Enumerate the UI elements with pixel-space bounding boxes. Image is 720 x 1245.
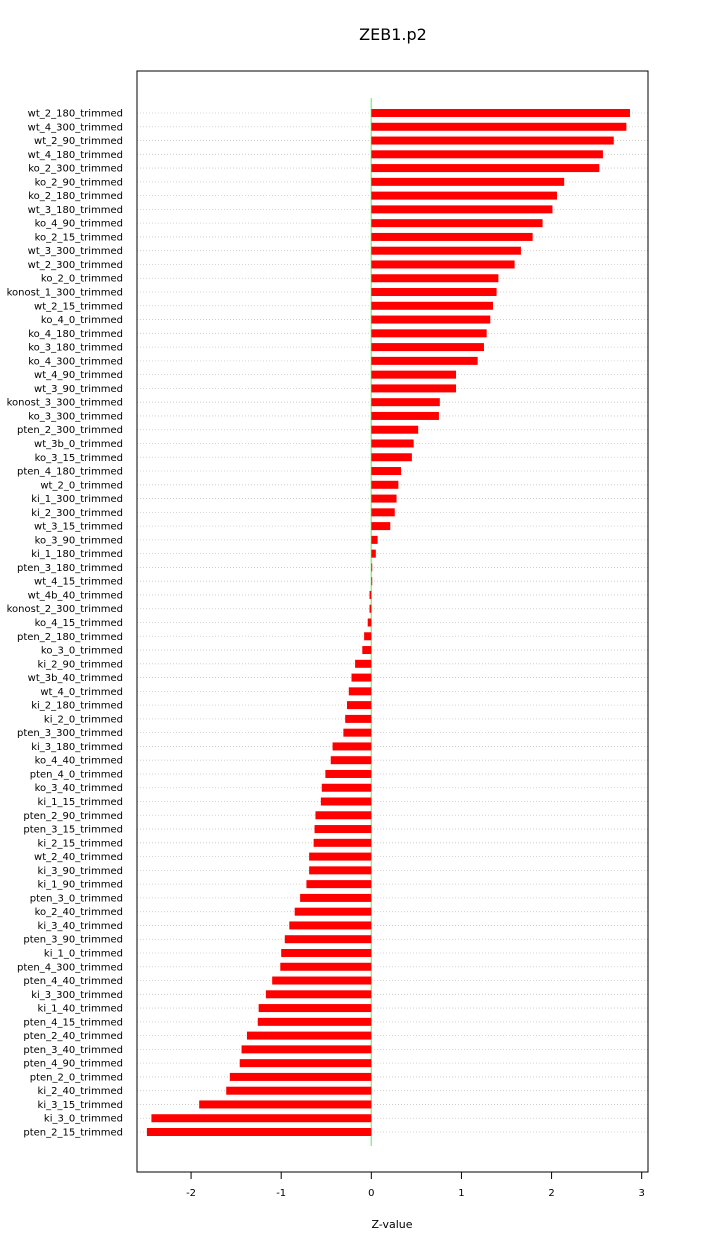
- x-tick-label: -1: [276, 1188, 287, 1199]
- bar: [314, 839, 372, 847]
- x-axis: [186, 1172, 645, 1199]
- category-label: ki_1_40_trimmed: [37, 1003, 123, 1015]
- bar: [258, 1018, 372, 1026]
- category-label: wt_2_40_trimmed: [34, 852, 123, 864]
- category-label: ko_3_0_trimmed: [40, 645, 123, 657]
- bar: [371, 260, 514, 268]
- bar: [371, 274, 498, 282]
- bar: [371, 137, 613, 145]
- bar: [362, 646, 371, 654]
- x-axis-label: Z-value: [371, 1218, 413, 1231]
- category-label: ki_2_15_trimmed: [37, 838, 123, 850]
- bar: [371, 109, 630, 117]
- category-label: ko_3_40_trimmed: [34, 783, 123, 795]
- category-label: ki_2_90_trimmed: [37, 659, 123, 671]
- category-label: pten_2_40_trimmed: [23, 1031, 123, 1043]
- x-tick-label: 1: [458, 1188, 465, 1199]
- category-label: pten_3_15_trimmed: [23, 824, 123, 836]
- category-label: ko_2_40_trimmed: [34, 907, 123, 919]
- category-label: pten_3_90_trimmed: [23, 934, 123, 946]
- bar: [371, 522, 390, 530]
- chart-title: ZEB1.p2: [359, 25, 427, 44]
- category-label: wt_4_15_trimmed: [34, 576, 123, 588]
- bar: [325, 770, 371, 778]
- bar: [331, 756, 372, 764]
- category-label: ki_1_180_trimmed: [31, 549, 123, 561]
- bar: [266, 990, 371, 998]
- category-label: ko_4_90_trimmed: [34, 218, 123, 230]
- category-label: wt_3b_0_trimmed: [34, 438, 123, 450]
- category-label: wt_2_180_trimmed: [27, 108, 123, 120]
- bar: [315, 825, 372, 833]
- bar: [371, 329, 486, 337]
- category-label: wt_4_90_trimmed: [34, 370, 123, 382]
- bar: [345, 715, 371, 723]
- category-label: wt_4_0_trimmed: [40, 686, 123, 698]
- category-label: konost_3_300_trimmed: [6, 397, 123, 409]
- bar: [321, 798, 371, 806]
- category-label: wt_2_90_trimmed: [34, 136, 123, 148]
- x-tick-label: 0: [368, 1188, 375, 1199]
- category-label: ki_1_90_trimmed: [37, 879, 123, 891]
- category-label: ko_4_15_trimmed: [34, 618, 123, 629]
- bar: [289, 921, 371, 929]
- bar: [371, 233, 532, 241]
- bar: [371, 453, 412, 461]
- x-tick-label: 3: [638, 1188, 645, 1199]
- category-label: ko_2_300_trimmed: [28, 163, 123, 175]
- category-label: wt_3_180_trimmed: [27, 204, 123, 216]
- category-label: ko_3_180_trimmed: [28, 342, 123, 354]
- bar: [371, 495, 396, 503]
- bar: [300, 894, 371, 902]
- bar: [370, 591, 372, 599]
- bar: [371, 178, 564, 186]
- bar: [322, 784, 372, 792]
- bar: [371, 288, 496, 296]
- bar: [230, 1073, 371, 1081]
- bar: [371, 481, 398, 489]
- bar: [281, 949, 371, 957]
- category-label: ko_2_90_trimmed: [34, 177, 123, 189]
- bar: [371, 192, 557, 200]
- category-label: ko_4_180_trimmed: [28, 328, 123, 340]
- bar: [351, 674, 371, 682]
- bar: [371, 398, 439, 406]
- bar: [371, 343, 484, 351]
- category-label: ko_4_40_trimmed: [34, 755, 123, 767]
- category-label: ki_2_180_trimmed: [31, 700, 123, 712]
- category-label: pten_4_0_trimmed: [29, 769, 123, 781]
- bar: [371, 563, 372, 571]
- x-tick-label: -2: [186, 1188, 197, 1199]
- category-label: wt_3_300_trimmed: [27, 246, 123, 258]
- category-label: ko_3_300_trimmed: [28, 411, 123, 423]
- category-label: pten_4_15_trimmed: [23, 1017, 123, 1029]
- category-label: wt_2_0_trimmed: [40, 480, 123, 492]
- category-label: pten_3_300_trimmed: [16, 728, 123, 740]
- category-label: ko_3_90_trimmed: [34, 535, 123, 547]
- bar: [371, 508, 394, 516]
- category-label: ko_4_300_trimmed: [28, 356, 123, 368]
- bar: [199, 1100, 371, 1108]
- category-label: ko_2_180_trimmed: [28, 191, 123, 203]
- category-label: wt_4_300_trimmed: [27, 122, 123, 134]
- category-label: ki_1_300_trimmed: [31, 494, 123, 506]
- bar: [371, 384, 456, 392]
- category-label: ki_3_300_trimmed: [31, 989, 123, 1001]
- category-label: ki_2_300_trimmed: [31, 507, 123, 519]
- category-label: pten_3_40_trimmed: [23, 1044, 123, 1056]
- category-label: pten_3_180_trimmed: [16, 562, 123, 574]
- category-label: wt_2_300_trimmed: [27, 259, 123, 271]
- bar: [247, 1032, 371, 1040]
- bar: [371, 371, 456, 379]
- category-label: pten_4_180_trimmed: [16, 466, 123, 478]
- category-label: ki_3_15_trimmed: [37, 1099, 123, 1111]
- bar: [371, 247, 521, 255]
- bar: [240, 1059, 372, 1067]
- category-label: wt_4b_40_trimmed: [27, 590, 123, 602]
- bar: [371, 467, 401, 475]
- bar: [147, 1128, 371, 1136]
- category-label: ki_2_40_trimmed: [37, 1086, 123, 1098]
- category-label: wt_3_90_trimmed: [34, 383, 123, 395]
- category-label: wt_3b_40_trimmed: [27, 673, 123, 685]
- bar: [371, 150, 603, 158]
- category-label: pten_2_0_trimmed: [29, 1072, 123, 1084]
- bar: [306, 880, 371, 888]
- category-label: wt_2_15_trimmed: [34, 301, 123, 313]
- bar: [272, 977, 371, 985]
- bar: [343, 729, 371, 737]
- bar: [371, 412, 439, 420]
- category-label: ko_3_15_trimmed: [34, 452, 123, 464]
- bar: [371, 219, 542, 227]
- bar: [355, 660, 371, 668]
- category-label: wt_3_15_trimmed: [34, 521, 123, 533]
- category-label: ki_1_0_trimmed: [43, 948, 123, 960]
- category-label: ki_3_40_trimmed: [37, 920, 123, 932]
- bar: [309, 866, 371, 874]
- category-label: pten_4_300_trimmed: [16, 962, 123, 974]
- bar: [371, 550, 376, 558]
- bar: [295, 908, 372, 916]
- bar: [315, 811, 371, 819]
- category-label: wt_4_180_trimmed: [27, 149, 123, 161]
- bar: [364, 632, 371, 640]
- category-label: ki_3_180_trimmed: [31, 741, 123, 753]
- bar: [368, 619, 372, 627]
- category-label: ki_3_0_trimmed: [43, 1113, 123, 1125]
- bar: [371, 439, 413, 447]
- bar: [371, 577, 372, 585]
- bar: [371, 357, 477, 365]
- bar: [370, 605, 372, 613]
- category-label: pten_4_40_trimmed: [23, 976, 123, 988]
- bar: [285, 935, 372, 943]
- bar: [371, 205, 552, 213]
- category-label: ki_3_90_trimmed: [37, 865, 123, 877]
- category-label: pten_4_90_trimmed: [23, 1058, 123, 1070]
- x-tick-label: 2: [548, 1188, 555, 1199]
- category-label: pten_3_0_trimmed: [29, 893, 123, 905]
- category-label: pten_2_300_trimmed: [16, 425, 123, 437]
- bar: [333, 742, 372, 750]
- bar: [259, 1004, 372, 1012]
- bar: [226, 1087, 371, 1095]
- category-label: ki_2_0_trimmed: [43, 714, 123, 726]
- bar: [280, 963, 371, 971]
- bar: [309, 853, 371, 861]
- category-label: pten_2_180_trimmed: [16, 631, 123, 643]
- bar: [371, 426, 418, 434]
- category-label: pten_2_90_trimmed: [23, 810, 123, 822]
- category-label: ki_1_15_trimmed: [37, 797, 123, 809]
- category-label: ko_2_0_trimmed: [40, 273, 123, 285]
- category-label: ko_2_15_trimmed: [34, 232, 123, 244]
- bar: [371, 123, 626, 131]
- category-label: konost_1_300_trimmed: [6, 287, 123, 299]
- bar: [347, 701, 371, 709]
- bar: [371, 164, 599, 172]
- category-label: konost_2_300_trimmed: [6, 604, 123, 616]
- category-label: ko_4_0_trimmed: [40, 315, 123, 327]
- bar: [371, 302, 493, 310]
- category-labels: [7, 109, 123, 1139]
- bar: [371, 316, 490, 324]
- category-label: pten_2_15_trimmed: [23, 1127, 123, 1139]
- bar: [242, 1045, 372, 1053]
- bar: [371, 536, 377, 544]
- bar: [349, 687, 372, 695]
- bar: [151, 1114, 371, 1122]
